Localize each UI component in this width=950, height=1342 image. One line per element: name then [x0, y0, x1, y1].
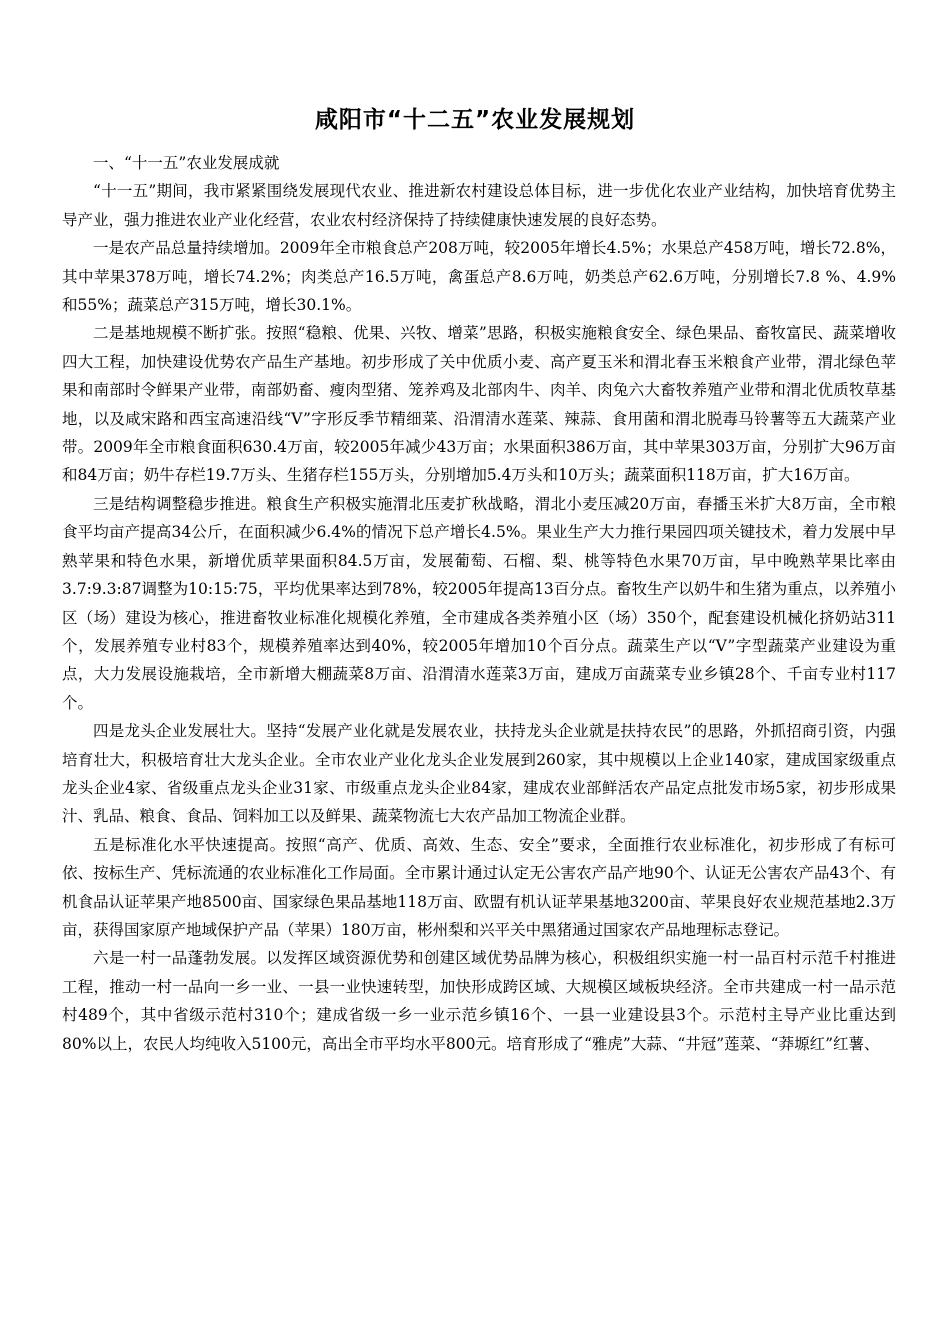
paragraph-standardization: 五是标准化水平快速提高。按照“高产、优质、高效、生态、安全”要求，全面推行农业标准化，初步形成了有标可依、按标生产、凭标流通的农业标准化工作局面。全市累计通过认定无公害农产品产地90个、认证无公害农产品43个、有机食品认证苹果产地8500亩、国家绿色果品基地118万亩、欧盟有机认证苹果基地3200亩、苹果良好农业规范基地2.3万亩，获得国家原产地域保护产品（苹果）180万亩，彬州梨和兴平关中黑猪通过国家农产品地理标志登记。: [62, 835, 896, 939]
paragraph-intro: “十一五”期间，我市紧紧围绕发展现代农业、推进新农村建设总体目标，进一步优化农业产业结构，加快培育优势主导产业，强力推进农业产业化经营，农业农村经济保持了持续健康快速发展的良好态势。: [62, 182, 896, 229]
section-heading: 一、“十一五”农业发展成就: [93, 154, 280, 172]
paragraph-leading-enterprises: 四是龙头企业发展壮大。坚持“发展产业化就是发展农业，扶持龙头企业就是扶持农民”的思路，外抓招商引资，内强培育壮大，积极培育壮大龙头企业。全市农业产业化龙头企业发展到260家，其中规模以上企业140家，建成国家级重点龙头企业4家、省级重点龙头企业31家、市级重点龙头企业84家，建成农业部鲜活农产品定点批发市场5家，初步形成果汁、乳品、粮食、食品、饲料加工以及鲜果、蔬菜物流七大农产品加工物流企业群。: [62, 722, 896, 826]
paragraph-structure-adjustment: 三是结构调整稳步推进。粮食生产积极实施渭北压麦扩秋战略，渭北小麦压减20万亩，春播玉米扩大8万亩，全市粮食平均亩产提高34公斤，在面积减少6.4%的情况下总产增长4.5%。果业生产大力推行果园四项关键技术，着力发展中早熟苹果和特色水果，新增优质苹果面积84.5万亩，发展葡萄、石榴、梨、桃等特色水果70万亩，早中晚熟苹果比率由3.7:9.3:87调整为10:15:75，平均优果率达到78%，较2005年提高13百分点。畜牧生产以奶牛和生猪为重点，以养殖小区（场）建设为核心，推进畜牧业标准化规模化养殖，全市建成各类养殖小区（场）350个，配套建设机械化挤奶站311个，发展养殖专业村83个，规模养殖率达到40%，较2005年增加10个百分点。蔬菜生产以“V”字型蔬菜产业建设为重点，大力发展设施栽培，全市新增大棚蔬菜8万亩、沿渭清水莲菜3万亩，建成万亩蔬菜专业乡镇28个、千亩专业村117个。: [62, 494, 896, 712]
paragraph-output-growth: 一是农产品总量持续增加。2009年全市粮食总产208万吨，较2005年增长4.5%；水果总产458万吨，增长72.8%，其中苹果378万吨，增长74.2%；肉类总产16.5万吨，禽蛋总产8.6万吨，奶类总产62.6万吨，分别增长7.8 %、4.9% 和55%；蔬菜总产315万吨，增长30.1%。: [62, 239, 896, 315]
paragraph-base-expansion: 二是基地规模不断扩张。按照“稳粮、优果、兴牧、增菜”思路，积极实施粮食安全、绿色果品、畜牧富民、蔬菜增收四大工程，加快建设优势农产品生产基地。初步形成了关中优质小麦、高产夏玉米和渭北春玉米粮食产业带，渭北绿色苹果和南部时令鲜果产业带，南部奶畜、瘦肉型猪、笼养鸡及北部肉牛、肉羊、肉兔六大畜牧养殖产业带和渭北优质牧草基地，以及咸宋路和西宝高速沿线“V”字形反季节精细菜、沿渭清水莲菜、辣蒜、食用菌和渭北脱毒马铃薯等五大蔬菜产业带。2009年全市粮食面积630.4万亩，较2005年减少43万亩；水果面积386万亩，其中苹果303万亩，分别扩大96万亩和84万亩；奶牛存栏19.7万头、生猪存栏155万头，分别增加5.4万头和10万头；蔬菜面积118万亩，扩大16万亩。: [62, 324, 896, 485]
paragraph-one-village-one-product: 六是一村一品蓬勃发展。以发挥区域资源优势和创建区域优势品牌为核心，积极组织实施一村一品百村示范千村推进工程，推动一村一品向一乡一业、一县一业快速转型，加快形成跨区域、大规模区域板块经济。全市共建成一村一品示范村489个，其中省级示范村310个；建成省级一乡一业示范乡镇16个、一县一业建设县3个。示范村主导产业比重达到80%以上，农民人均纯收入5100元，高出全市平均水平800元。培育形成了“雅虎”大蒜、“井冠”莲菜、“莽塬红”红薯、: [62, 949, 896, 1053]
document-body: [62, 149, 896, 1058]
document-title: 咸阳市“十二五”农业发展规划: [314, 107, 636, 133]
